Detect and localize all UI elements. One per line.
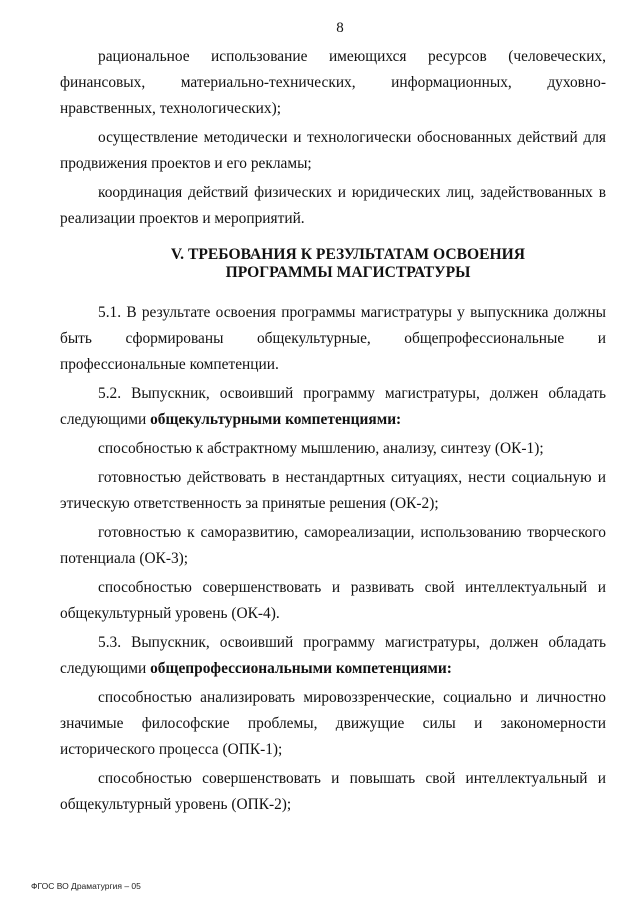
paragraph-5-2 <box>60 381 606 433</box>
paragraph-5-3 <box>60 630 606 682</box>
paragraph-5-2-lead: 5.2. Выпускник, освоивший программу магистратуры, должен обладать следующими <box>60 385 606 428</box>
competency-ok-1: способностью к абстрактному мышлению, анализу, синтезу (ОК-1); <box>98 440 544 457</box>
competency-opk-1: способностью анализировать мировоззренческие, социально и личностно значимые философские проблемы, движущие силы и закономерности исторического процесса (ОПК-1); <box>60 689 606 758</box>
paragraph-5-2-bold: общекультурными компетенциями: <box>150 411 402 428</box>
paragraph-5-1: 5.1. В результате освоения программы магистратуры у выпускника должны быть сформированы общекультурные, общепрофессиональные и профессиональные компетенции. <box>60 304 606 373</box>
page-number: 8 <box>336 20 344 36</box>
section-heading-line-1: V. ТРЕБОВАНИЯ К РЕЗУЛЬТАТАМ ОСВОЕНИЯ <box>170 246 526 263</box>
section-heading <box>60 246 606 282</box>
paragraph-resources: рациональное использование имеющихся ресурсов (человеческих, финансовых, материально-технических, информационных, духовно-нравственных, технологических); <box>60 48 606 117</box>
paragraph-5-3-lead: 5.3. Выпускник, освоивший программу магистратуры, должен обладать следующими <box>60 634 606 677</box>
competency-ok-4: способностью совершенствовать и развивать свой интеллектуальный и общекультурный уровень (ОК-4). <box>60 579 606 622</box>
competency-ok-2: готовностью действовать в нестандартных ситуациях, нести социальную и этическую ответственность за принятые решения (ОК-2); <box>60 469 606 512</box>
document-body <box>60 44 606 821</box>
competency-opk-2: способностью совершенствовать и повышать свой интеллектуальный и общекультурный уровень (ОПК-2); <box>60 770 606 813</box>
paragraph-project-promotion: осуществление методически и технологически обоснованных действий для продвижения проектов и его рекламы; <box>60 129 606 172</box>
page-footer: ФГОС ВО Драматургия – 05 <box>31 881 141 891</box>
paragraph-5-3-bold: общепрофессиональными компетенциями: <box>150 660 452 677</box>
section-heading-line-2: ПРОГРАММЫ МАГИСТРАТУРЫ <box>225 264 471 281</box>
competency-ok-3: готовностью к саморазвитию, самореализации, использованию творческого потенциала (ОК-3); <box>60 524 606 567</box>
paragraph-coordination: координация действий физических и юридических лиц, задействованных в реализации проектов и мероприятий. <box>60 184 606 227</box>
